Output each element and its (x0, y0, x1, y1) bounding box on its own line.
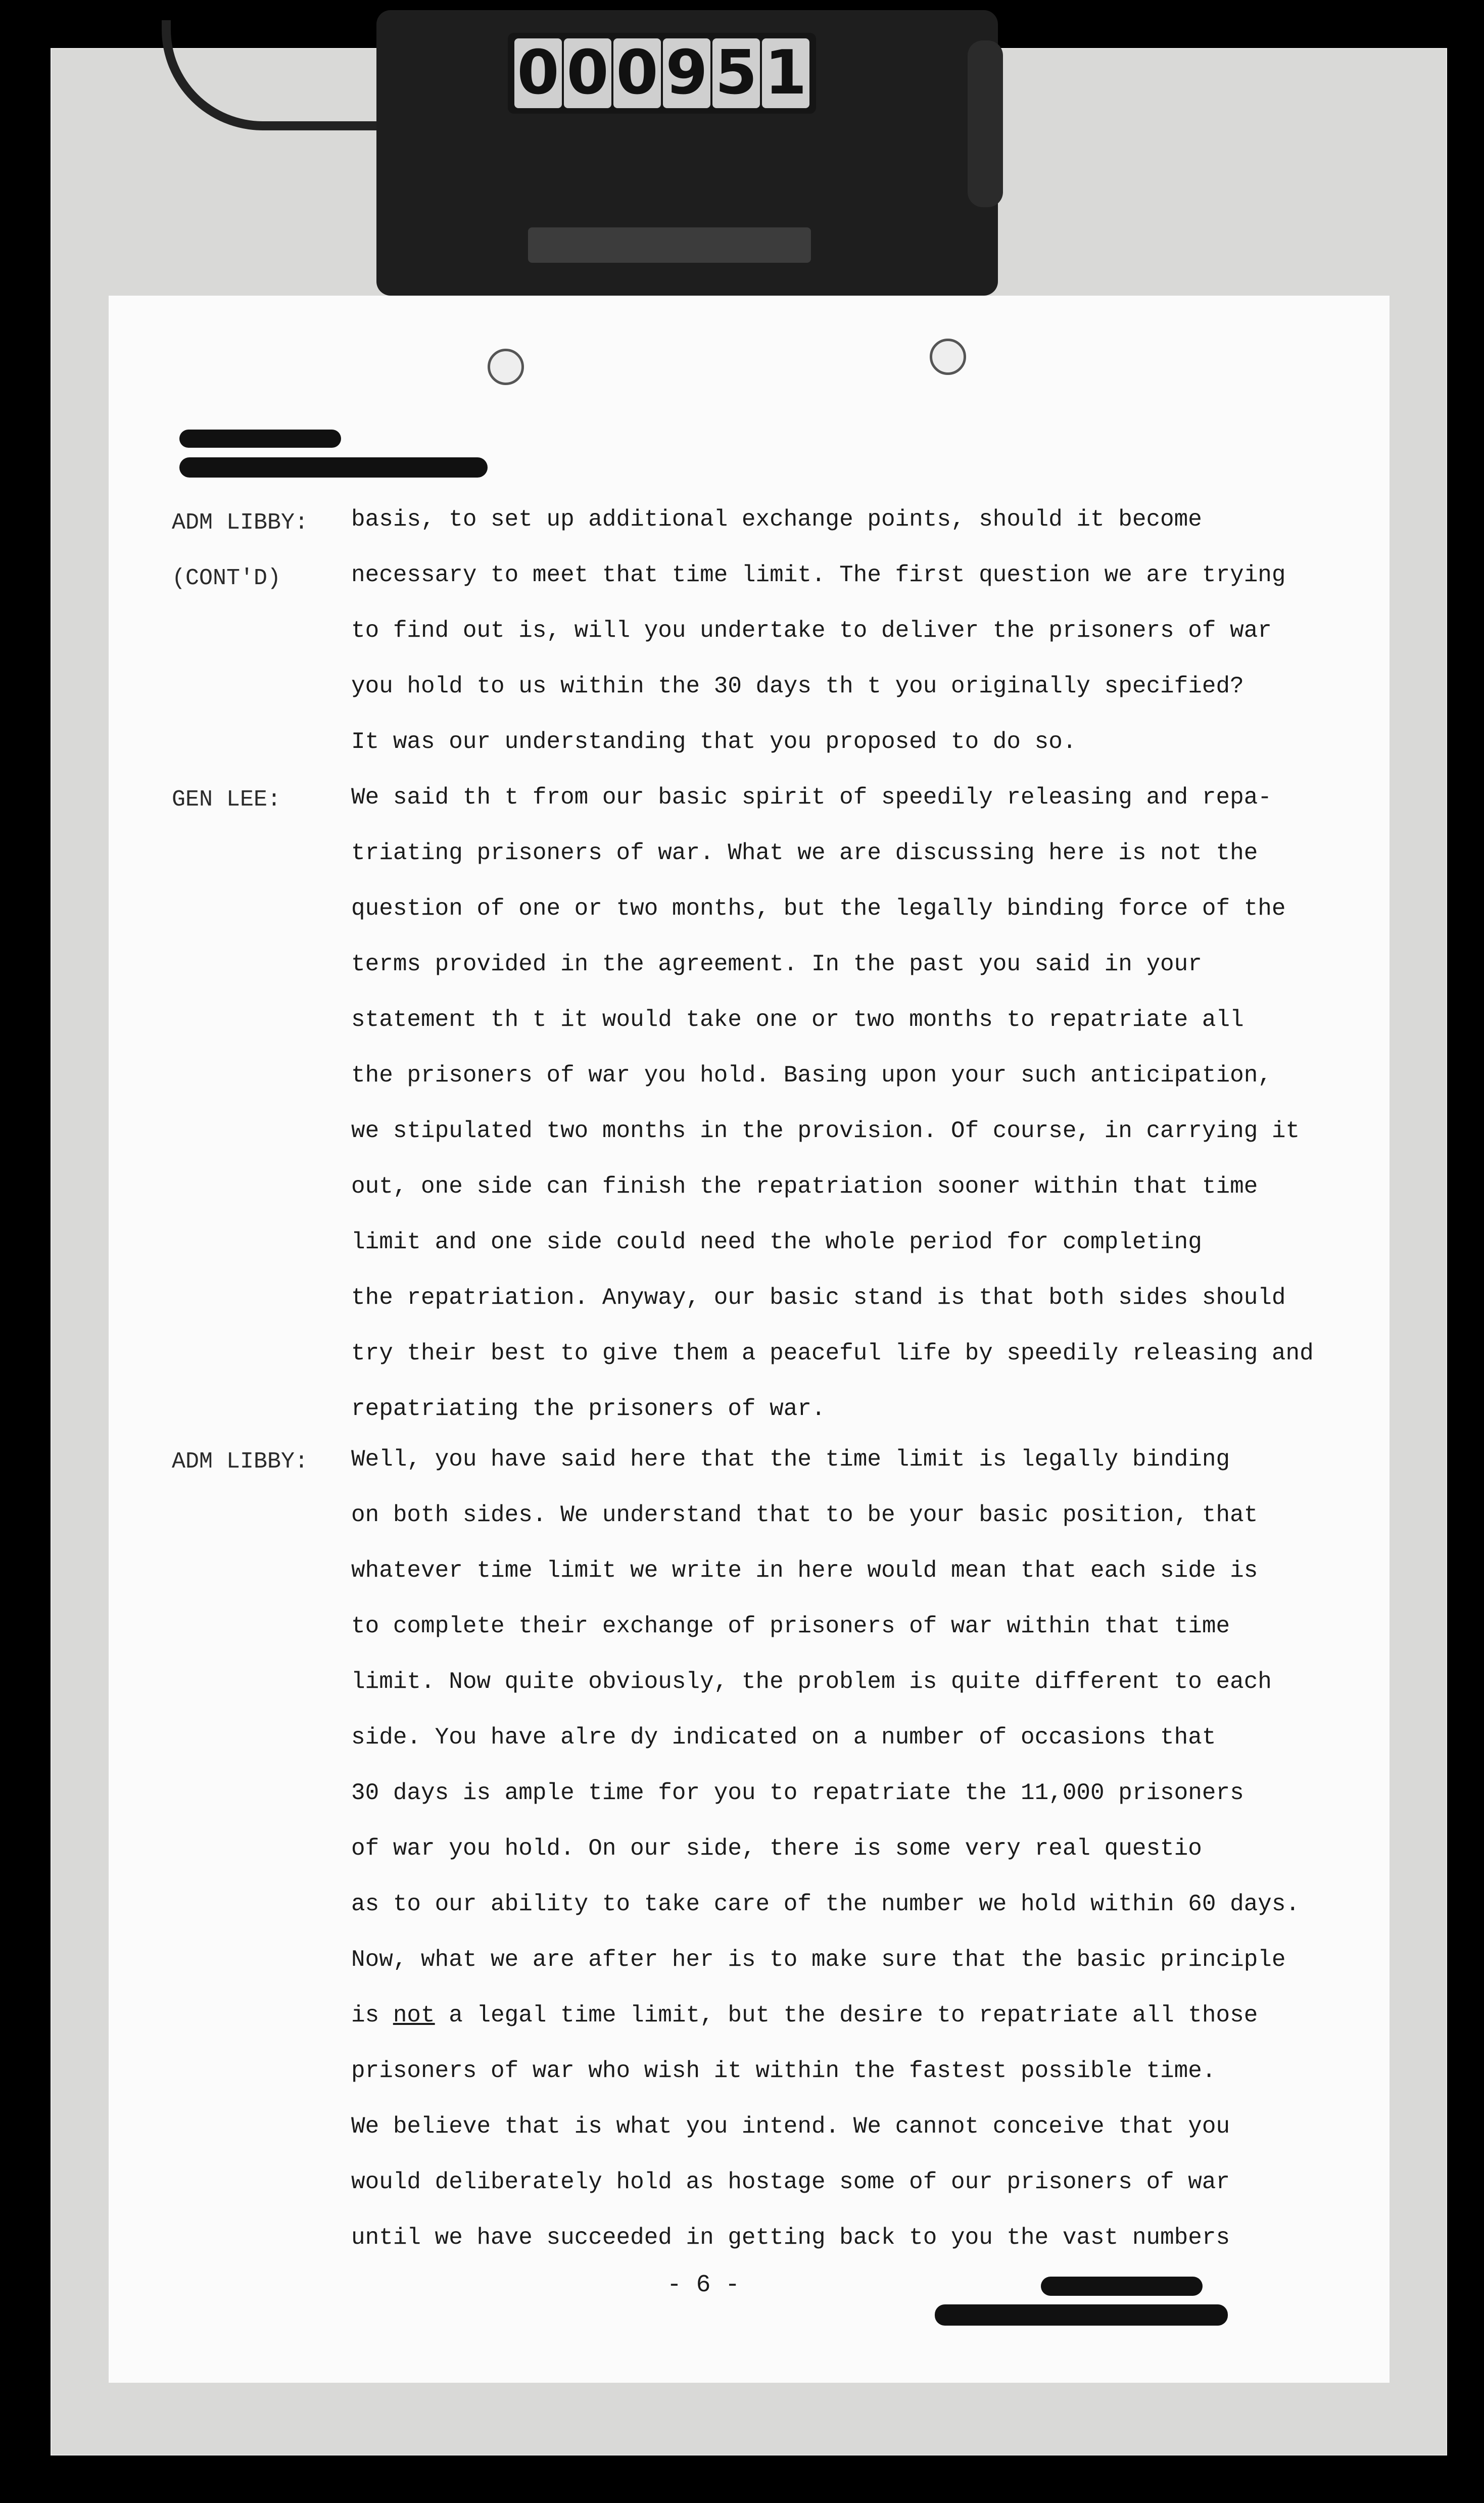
text-line: Well, you have said here that the time limit is legally binding (351, 1446, 1230, 1473)
text-line: the prisoners of war you hold. Basing upon your such anticipation, (351, 1062, 1272, 1089)
text-line: limit and one side could need the whole period for completing (351, 1229, 1202, 1255)
text-line: 30 days is ample time for you to repatriate the 11,000 prisoners (351, 1780, 1244, 1806)
counter-slot (528, 227, 811, 263)
text-line: try their best to give them a peaceful life by speedily releasing and (351, 1340, 1314, 1366)
text-line: triating prisoners of war. What we are discussing here is not the (351, 840, 1258, 866)
text-line: you hold to us within the 30 days th t you originally specified? (351, 673, 1244, 699)
text-line: Now, what we are after her is to make sure that the basic principle (351, 1947, 1286, 1973)
text-line: repatriating the prisoners of war. (351, 1396, 826, 1422)
text-line: as to our ability to take care of the number we hold within 60 days. (351, 1891, 1300, 1917)
text-line: We believe that is what you intend. We cannot conceive that you (351, 2113, 1230, 2140)
punch-hole (930, 339, 966, 375)
redaction-bar (179, 457, 488, 478)
text-line: of war you hold. On our side, there is some very real questio (351, 1835, 1202, 1862)
counter-digit: 1 (762, 38, 809, 108)
line-prefix: is (351, 2002, 393, 2028)
counter-digit: 9 (663, 38, 710, 108)
text-line: out, one side can finish the repatriation sooner within that time (351, 1173, 1258, 1200)
text-line: limit. Now quite obviously, the problem is quite different to each (351, 1669, 1272, 1695)
text-line: question of one or two months, but the legally binding force of the (351, 895, 1286, 922)
text-line: on both sides. We understand that to be your basic position, that (351, 1502, 1258, 1528)
speaker-label: ADM LIBBY: (CONT'D) (172, 510, 309, 591)
text-line: the repatriation. Anyway, our basic stand is that both sides should (351, 1285, 1286, 1311)
redaction-bar (179, 430, 341, 448)
text-line: to find out is, will you undertake to deliver the prisoners of war (351, 618, 1272, 644)
text-line: whatever time limit we write in here would mean that each side is (351, 1557, 1258, 1584)
text-line: we stipulated two months in the provision. Of course, in carrying it (351, 1118, 1300, 1144)
text-line: necessary to meet that time limit. The first question we are trying (351, 562, 1286, 588)
text-line: until we have succeeded in getting back to you the vast numbers (351, 2225, 1230, 2251)
speaker-label: GEN LEE: (172, 787, 281, 813)
counter-knob (968, 40, 1003, 207)
text-line: to complete their exchange of prisoners of war within that time (351, 1613, 1230, 1639)
counter-digit: 0 (613, 38, 661, 108)
counter-digit: 0 (564, 38, 611, 108)
text-line: basis, to set up additional exchange points, should it become (351, 506, 1202, 533)
page-number: - 6 - (667, 2272, 740, 2299)
redaction-bar (935, 2304, 1228, 2326)
underlined-word: not (393, 2002, 435, 2028)
frame-counter-device (376, 10, 998, 296)
text-line: side. You have alre dy indicated on a number of occasions that (351, 1724, 1216, 1751)
frame-counter-display (508, 33, 816, 114)
line-suffix: a legal time limit, but the desire to repatriate all those (435, 2002, 1258, 2028)
text-line: statement th t it would take one or two months to repatriate all (351, 1007, 1244, 1033)
text-line: It was our understanding that you proposed to do so. (351, 729, 1077, 755)
text-line: prisoners of war who wish it within the fastest possible time. (351, 2058, 1216, 2084)
counter-digit: 0 (514, 38, 562, 108)
text-line: would deliberately hold as hostage some of our prisoners of war (351, 2169, 1230, 2195)
redaction-bar (1041, 2277, 1203, 2296)
text-line: We said th t from our basic spirit of speedily releasing and repa- (351, 784, 1272, 811)
counter-digit: 5 (712, 38, 760, 108)
punch-hole (488, 349, 524, 385)
speaker-label: ADM LIBBY: (172, 1449, 309, 1475)
text-line: terms provided in the agreement. In the past you said in your (351, 951, 1202, 977)
text-line-with-underline (351, 2000, 1258, 2030)
